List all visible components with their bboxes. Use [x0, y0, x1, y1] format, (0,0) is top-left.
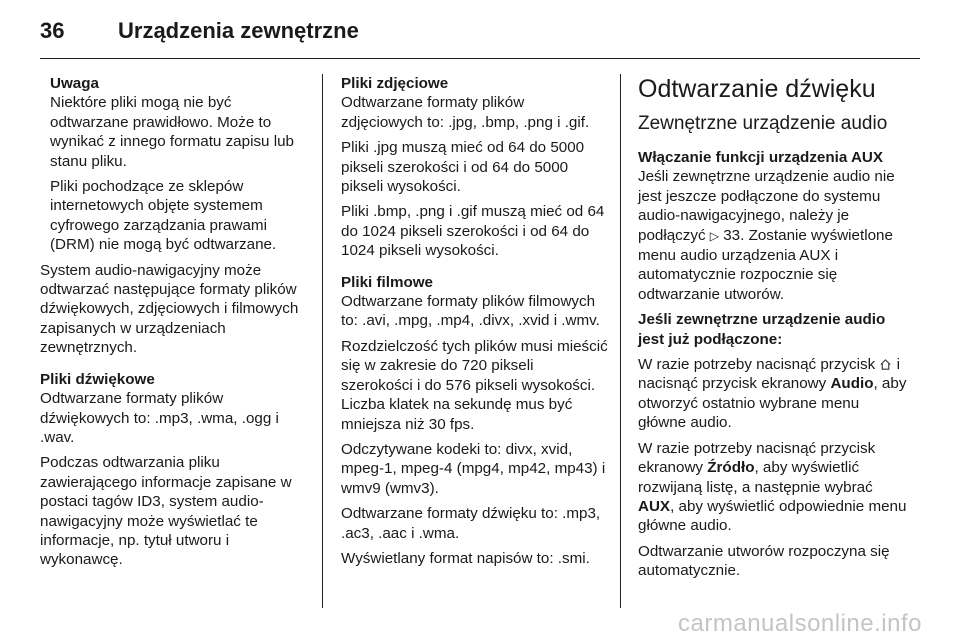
aux-option-label: AUX [638, 497, 671, 515]
header-divider [40, 58, 920, 59]
body-paragraph: Odtwarzane formaty plików dźwiękowych to: .mp3, .wma, .ogg i .wav. [40, 390, 279, 446]
note-paragraph: Pliki pochodzące ze sklepów internetowych objęte systemem cyfrowego zarządzania prawami (DRM) nie mogą być odtwarzane. [50, 178, 277, 254]
body-paragraph: Odczytywane kodeki to: divx, xvid, mpeg-1, mpeg-4 (mpg4, mp42, mp43) i wmv9 (wmv3). [341, 440, 606, 497]
audio-button-label: Audio [830, 375, 874, 393]
section-subheading: Zewnętrzne urządzenie audio [638, 113, 888, 134]
body-paragraph: Pliki .bmp, .png i .gif muszą mieć od 64 do 1024 pikseli szerokości i od 64 do 1024 pikseli wysokości. [341, 203, 605, 260]
section-title-movie-files: Pliki filmowe [341, 273, 433, 291]
text-run: W razie potrzeby nacisnąć przycisk ekranowy [638, 439, 876, 477]
section-heading: Odtwarzanie dźwięku [638, 75, 876, 103]
text-run: i nacisnąć przycisk ekranowy [638, 356, 900, 393]
page-reference: 33 [723, 226, 741, 244]
body-paragraph: Pliki .jpg muszą mieć od 64 do 5000 pikseli szerokości i od 64 do 5000 pikseli wysokości. [341, 139, 585, 196]
watermark: carmanualsonline.info [678, 610, 922, 637]
section-title-photo-files: Pliki zdjęciowe [341, 75, 449, 92]
text-run: , aby otworzyć ostatnio wybrane menu główne audio. [638, 375, 907, 432]
body-paragraph: Odtwarzane formaty plików filmowych to: .avi, .mpg, .mp4, .divx, .xvid i .wmv. [341, 293, 600, 330]
connected-title: Jeśli zewnętrzne urządzenie audio jest już podłączone: [638, 311, 886, 348]
column-divider [620, 74, 621, 608]
page-header [40, 18, 359, 48]
note-paragraph: Niektóre pliki mogą nie być odtwarzane prawidłowo. Może to wynikać z innego formatu zapisu lub stanu pliku. [50, 94, 294, 170]
note-box [40, 74, 310, 255]
body-paragraph: Odtwarzane formaty dźwięku to: .mp3, .ac3, .aac i .wma. [341, 505, 601, 542]
page-number: 36 [40, 18, 65, 43]
body-paragraph: Wyświetlany format napisów to: .smi. [341, 549, 590, 567]
column-divider [322, 74, 323, 608]
section-title-audio-files: Pliki dźwiękowe [40, 370, 155, 388]
page-reference-arrow-icon: ▷ [709, 228, 719, 243]
body-paragraph: Rozdzielczość tych plików musi mieścić się w zakresie do 720 pikseli szerokości i do 576 pikseli wysokości. Liczba klatek na sekundę mus być mniejsza niż 30 fps. [341, 337, 608, 433]
column-2 [341, 74, 609, 574]
aux-title: Włączanie funkcji urządzenia AUX [638, 149, 884, 166]
source-button-label: Źródło [707, 459, 755, 477]
body-paragraph: Odtwarzanie utworów rozpoczyna się automatycznie. [638, 542, 890, 580]
text-run: W razie potrzeby nacisnąć przycisk [638, 356, 880, 374]
home-icon [879, 358, 892, 371]
body-paragraph [638, 167, 910, 304]
text-run: . Zostanie wyświetlone menu audio urządzenia AUX i automatycznie rozpocznie się odtwarzanie utworów. [638, 226, 893, 303]
column-1 [40, 74, 310, 576]
column-3 [638, 74, 910, 587]
body-paragraph: Podczas odtwarzania pliku zawierającego informacje zapisane w postaci tagów ID3, system audio-nawigacyjny może wyświetlać te informacje, np. tytuł utworu i wykonawcę. [40, 454, 292, 569]
text-run: , aby wyświetlić odpowiednie menu główne audio. [638, 497, 907, 535]
body-paragraph [638, 439, 910, 536]
body-paragraph [638, 355, 910, 433]
text-run: Jeśli zewnętrzne urządzenie audio nie jest jeszcze podłączone do systemu audio-nawigacyjnego, należy je podłączyć [638, 168, 895, 244]
body-paragraph: Odtwarzane formaty plików zdjęciowych to: .jpg, .bmp, .png i .gif. [341, 94, 590, 131]
body-paragraph: System audio-nawigacyjny może odtwarzać następujące formaty plików dźwiękowych, zdjęciowych i filmowych zapisanych w urządzeniach zewnętrznych. [40, 261, 299, 357]
text-run: , aby wyświetlić rozwijaną listę, a następnie wybrać [638, 459, 873, 496]
page-title: Urządzenia zewnętrzne [118, 18, 359, 43]
note-title: Uwaga [50, 75, 99, 92]
